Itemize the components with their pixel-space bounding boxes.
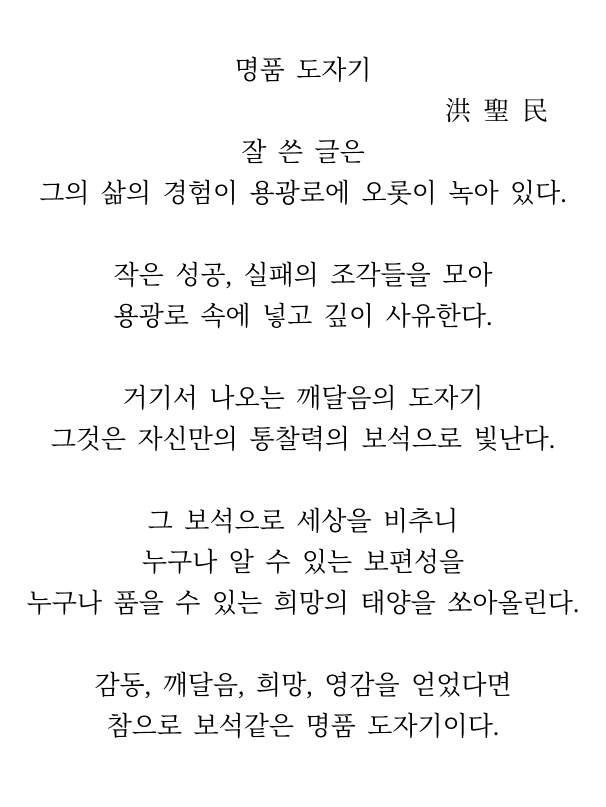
poem-line: 감동, 깨달음, 희망, 영감을 얻었다면 — [94, 671, 512, 700]
author-name: 洪 聖 民 — [444, 97, 548, 126]
poem-line: 누구나 품을 수 있는 희망의 태양을 쏘아올린다. — [26, 589, 580, 618]
poem-line: 참으로 보석같은 명품 도자기이다. — [106, 712, 500, 741]
stanza — [0, 501, 606, 624]
poem-line: 그의 삶의 경험이 용광로에 오롯이 녹아 있다. — [39, 179, 567, 208]
stanza — [0, 665, 606, 747]
stanza — [0, 132, 606, 214]
poem-line: 그것은 자신만의 통찰력의 보석으로 빛난다. — [50, 425, 556, 454]
stanza — [0, 255, 606, 337]
poem-line: 작은 성공, 실패의 조각들을 모아 — [113, 261, 493, 290]
poem-line: 잘 쓴 글은 — [241, 138, 365, 167]
poem-line: 용광로 속에 넣고 깊이 사유한다. — [113, 302, 493, 331]
poem-line: 거기서 나오는 깨달음의 도자기 — [122, 384, 484, 413]
poem-line: 그 보석으로 세상을 비추니 — [147, 507, 459, 536]
page-title: 명품 도자기 — [234, 56, 372, 85]
stanza — [0, 378, 606, 460]
poem-line: 누구나 알 수 있는 보편성을 — [141, 548, 465, 577]
poem-header — [0, 50, 606, 132]
